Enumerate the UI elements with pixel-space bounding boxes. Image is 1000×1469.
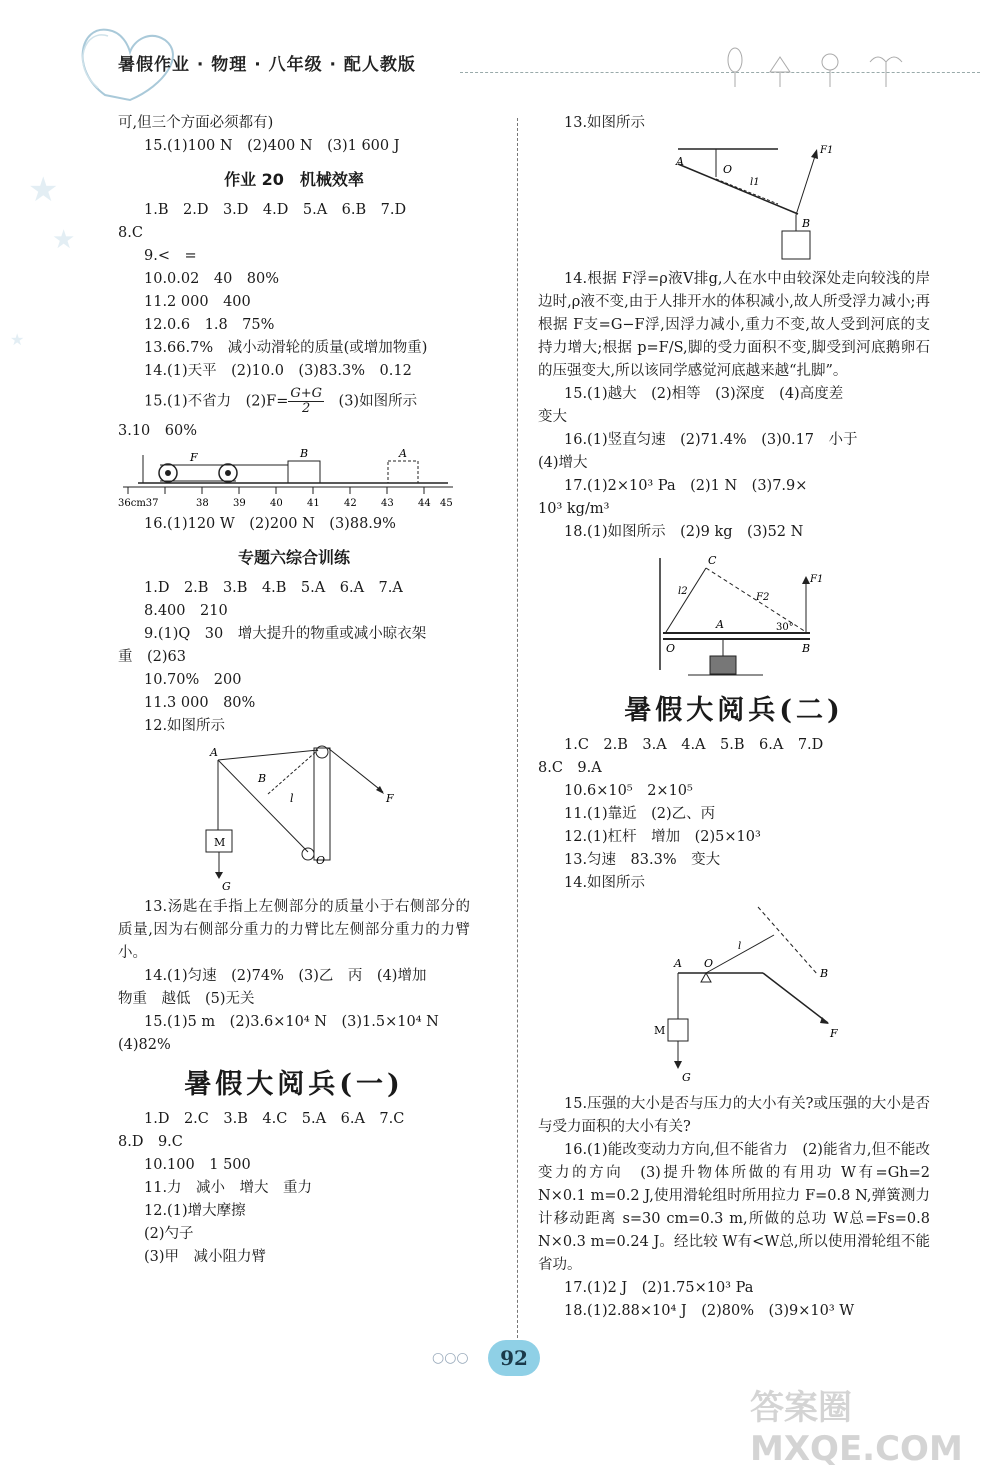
ruler-tick-label: 43 (381, 498, 394, 509)
figure-label: F (830, 1027, 838, 1040)
answer-line: 12.0.6 1.8 75% (144, 317, 275, 333)
figure-label: C (708, 554, 717, 567)
answer-line: 重 (2)63 (118, 649, 186, 665)
answer-line: 12.如图所示 (144, 718, 226, 734)
figure-label: 30° (776, 622, 794, 633)
answer-line: 3.10 60% (118, 423, 198, 439)
answer-line: 物重 越低 (5)无关 (118, 991, 255, 1007)
ruler-tick-label: 39 (233, 498, 246, 509)
watermark: 答案圈 MXQE.COM (750, 1388, 963, 1469)
answer-line: 15.(1)5 m (2)3.6×10⁴ N (3)1.5×10⁴ N (144, 1014, 439, 1030)
answer-line: 13.如图所示 (564, 115, 646, 131)
figure-label: A (676, 155, 684, 168)
answer-line: (3)甲 减小阻力臂 (144, 1249, 267, 1265)
figure-label: F1 (810, 574, 824, 585)
left-column (118, 112, 470, 1269)
answer-line: 8.C (118, 225, 143, 241)
answer-line: 11.力 减小 增大 重力 (144, 1180, 313, 1196)
figure-label: F2 (756, 592, 770, 603)
column-divider (517, 118, 518, 1358)
figure-label: B (258, 772, 267, 785)
answer-line: 10.0.02 40 80% (144, 271, 280, 287)
figure-label: B (802, 217, 811, 230)
ruler-tick-label: 44 (418, 498, 431, 509)
figure-label: O (723, 163, 733, 176)
answer-line: 11.2 000 400 (144, 294, 251, 310)
section-heading: 作业 20 机械效率 (224, 170, 364, 189)
fraction (288, 387, 324, 416)
figure-label: F (190, 451, 198, 464)
tree-decoration-icon (720, 32, 920, 92)
answer-paragraph: 14.根据 F浮=ρ液V排g,人在水中由较深处走向较浅的岸边时,ρ液不变,由于人排开水的体积减小,故人所受浮力减小;再根据 F支=G−F浮,因浮力减小,重力不变,故人受到河底的支持力增大;根据 p=F/S,脚的受力面积不变,脚受到河底鹅卵石的压强变大,所以该同学感觉河底越来越“扎脚”。 (538, 271, 930, 379)
figure-label: O (666, 642, 676, 655)
answer-line: 15.(1)100 N (2)400 N (3)1 600 J (144, 138, 400, 154)
ruler-tick-label: 36cm37 (118, 498, 159, 509)
section-heading: 专题六综合训练 (237, 548, 350, 567)
figure-label: B (802, 642, 811, 655)
answer-line: 16.(1)竖直匀速 (2)71.4% (3)0.17 小于 (564, 432, 858, 448)
figure-label: A (716, 618, 724, 631)
figure-label: A (210, 746, 218, 759)
answer-line: 11.(1)靠近 (2)乙、丙 (564, 806, 716, 822)
answer-line: 1.B 2.D 3.D 4.D 5.A 6.B 7.D (144, 202, 407, 218)
answer-paragraph: 16.(1)能改变动力方向,但不能省力 (2)能省力,但不能改变力的方向 (3)提升物体所做的有用功 W有=Gh=2 N×0.1 m=0.2 J,使用滑轮组时所用拉力 F=0.8 N,弹簧测力计移动距离 s=30 cm=0.3 m,所做的总功 W总=Fs=0.8 N×0.3 m=0.24 J。经比较 W有<W总,所以使用滑轮组不能省功。 (538, 1142, 930, 1273)
answer-line: 18.(1)如图所示 (2)9 kg (3)52 N (564, 524, 804, 540)
answer-line: 16.(1)120 W (2)200 N (3)88.9% (144, 516, 396, 532)
star-decoration-icon: ★ (28, 170, 59, 210)
fraction-denominator: 2 (302, 401, 311, 416)
answer-line: (2)勺子 (144, 1226, 194, 1242)
answer-line: 8.C 9.A (538, 760, 602, 776)
answer-line: 11.3 000 80% (144, 695, 256, 711)
figure-label: B (300, 447, 309, 460)
answer-line: 1.C 2.B 3.A 4.A 5.B 6.A 7.D (564, 737, 824, 753)
answer-line: 8.D 9.C (118, 1134, 183, 1150)
answer-line: 12.(1)增大摩擦 (144, 1203, 246, 1219)
figure-label: M (214, 836, 226, 849)
lever-figure-18 (538, 548, 928, 683)
figure-label: F1 (820, 145, 834, 156)
ruler-tick-label: 45 (440, 498, 453, 509)
answer-line: 14.如图所示 (564, 875, 646, 891)
ruler-tick-label: 41 (307, 498, 320, 509)
star-decoration-icon: ★ (52, 225, 76, 255)
answer-line: 17.(1)2×10³ Pa (2)1 N (3)7.9× (564, 478, 808, 494)
answer-line: 13.66.7% 减小动滑轮的质量(或增加物重) (144, 340, 428, 356)
answer-text: 15.(1)不省力 (2)F= (144, 393, 289, 410)
ruler-tick-label: 40 (270, 498, 283, 509)
answer-line: 12.(1)杠杆 增加 (2)5×10³ (564, 829, 761, 845)
answer-line: (4)82% (118, 1037, 171, 1053)
text-line: 可,但三个方面必须都有) (118, 115, 274, 131)
right-column (538, 112, 930, 1323)
figure-label: l1 (750, 177, 760, 188)
answer-line: 9.< = (144, 248, 197, 264)
bubble-decoration-icon: ○○○ (432, 1350, 469, 1366)
answer-line: 变大 (538, 409, 567, 425)
answer-line: 13.匀速 83.3% 变大 (564, 852, 721, 868)
figure-label: l2 (678, 586, 688, 597)
lever-figure-13 (538, 139, 928, 264)
answer-line: 15.(1)越大 (2)相等 (3)深度 (4)高度差 (564, 386, 844, 402)
figure-label: F (386, 792, 394, 805)
figure-label: G (222, 880, 231, 892)
star-decoration-icon: ★ (10, 330, 25, 349)
answer-text: (3)如图所示 (324, 393, 418, 410)
answer-line: 14.(1)天平 (2)10.0 (3)83.3% 0.12 (144, 363, 412, 379)
answer-line: 18.(1)2.88×10⁴ J (2)80% (3)9×10³ W (564, 1303, 855, 1319)
answer-line: 10.100 1 500 (144, 1157, 251, 1173)
figure-label: G (682, 1071, 691, 1084)
lever-figure-14b (538, 899, 928, 1089)
answer-line: (4)增大 (538, 455, 588, 471)
answer-line: 8.400 210 (144, 603, 228, 619)
answer-paragraph: 15.压强的大小是否与压力的大小有关?或压强的大小是否与受力面积的大小有关? (538, 1096, 930, 1135)
page-header (0, 0, 1000, 110)
figure-label: A (399, 447, 407, 460)
page-number: 92 (488, 1340, 540, 1376)
pulley-ruler-figure (118, 447, 458, 509)
figure-label: l (738, 941, 742, 952)
answer-line: 10.70% 200 (144, 672, 242, 688)
fraction-numerator: G+G (290, 386, 323, 401)
ruler-tick-label: 38 (196, 498, 209, 509)
figure-label: O (316, 854, 326, 867)
lever-figure-12 (118, 742, 458, 892)
answer-line: 10³ kg/m³ (538, 501, 610, 517)
answer-line-with-fraction (118, 387, 470, 416)
answer-line: 14.(1)匀速 (2)74% (3)乙 丙 (4)增加 (144, 968, 427, 984)
answer-line: 17.(1)2 J (2)1.75×10³ Pa (564, 1280, 754, 1296)
section-title-big: 暑假大阅兵(二) (624, 695, 844, 726)
ruler-tick-label: 42 (344, 498, 357, 509)
figure-label: l (290, 792, 294, 805)
figure-label: B (820, 967, 829, 980)
figure-label: M (654, 1024, 666, 1037)
figure-label: A (674, 957, 682, 970)
section-title-big: 暑假大阅兵(一) (184, 1069, 404, 1100)
answer-line: 1.D 2.C 3.B 4.C 5.A 6.A 7.C (144, 1111, 405, 1127)
ruler-ticks (128, 487, 424, 494)
answer-line: 1.D 2.B 3.B 4.B 5.A 6.A 7.A (144, 580, 403, 596)
figure-label: O (704, 957, 714, 970)
answer-line: 9.(1)Q 30 增大提升的物重或减小晾衣架 (144, 626, 427, 642)
answer-paragraph: 13.汤匙在手指上左侧部分的质量小于右侧部分的质量,因为右侧部分重力的力臂比左侧部分重力的力臂小。 (118, 899, 470, 961)
header-title: 暑假作业 · 物理 · 八年级 · 配人教版 (118, 55, 416, 75)
answer-line: 10.6×10⁵ 2×10⁵ (564, 783, 693, 799)
